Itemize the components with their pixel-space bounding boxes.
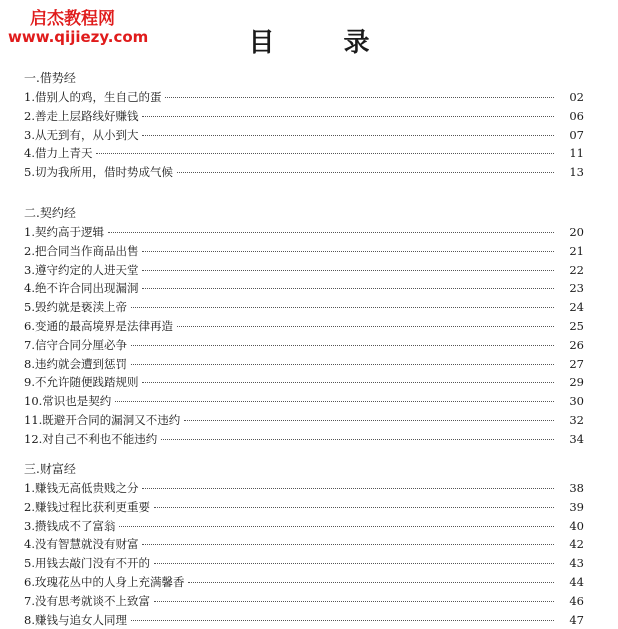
toc-entry-label: 3.遵守约定的人进天堂 <box>24 262 139 277</box>
toc-entry-label: 8.赚钱与追女人同理 <box>24 612 127 627</box>
toc-entry-page: 13 <box>569 165 584 180</box>
toc-entry-label: 2.善走上层路线好赚钱 <box>24 108 139 123</box>
section-title: 三.财富经 <box>24 462 76 476</box>
dot-leader <box>142 250 554 252</box>
toc-entry[interactable] <box>24 517 584 536</box>
toc-entry[interactable] <box>24 573 584 592</box>
toc-entry-label: 2.把合同当作商品出售 <box>24 243 139 258</box>
toc-entry-page: 07 <box>569 127 584 142</box>
toc-entry-page: 46 <box>569 593 584 608</box>
toc-entry-page: 32 <box>569 412 584 427</box>
toc-entry-page: 06 <box>569 108 584 123</box>
dot-leader <box>154 562 554 564</box>
toc-entry-page: 25 <box>569 318 584 333</box>
dot-leader <box>108 231 554 233</box>
toc-entry[interactable] <box>24 317 584 336</box>
dot-leader <box>161 438 554 440</box>
toc-entry-page: 34 <box>569 431 584 446</box>
toc-entry[interactable] <box>24 107 584 126</box>
toc-entry-page: 02 <box>569 90 584 104</box>
toc-entry-label: 2.赚钱过程比获利更重要 <box>24 499 150 514</box>
toc-entry[interactable] <box>24 336 584 355</box>
dot-leader <box>142 381 554 383</box>
dot-leader <box>165 96 554 98</box>
dot-leader <box>154 506 554 508</box>
toc-entry[interactable] <box>24 592 584 611</box>
toc-entry-page: 44 <box>569 574 584 589</box>
toc-entry[interactable] <box>24 261 584 280</box>
toc-entry-label: 12.对自己不利也不能违约 <box>24 431 158 446</box>
toc-entry-page: 30 <box>569 394 584 409</box>
toc-entry[interactable] <box>24 430 584 449</box>
toc-entry-label: 6.变通的最高境界是法律再造 <box>24 318 173 333</box>
toc-entry[interactable] <box>24 498 584 517</box>
dot-leader <box>142 134 554 136</box>
toc-entry-page: 11 <box>569 146 584 161</box>
toc-entry[interactable] <box>24 126 584 145</box>
toc-entry[interactable] <box>24 298 584 317</box>
toc-entry-label: 5.切为我所用，借时势成气候 <box>24 165 173 180</box>
dot-leader <box>119 525 554 527</box>
dot-leader <box>177 171 554 173</box>
toc-entry[interactable] <box>24 242 584 261</box>
toc-entry-label: 5.毁约就是亵渎上帝 <box>24 300 127 315</box>
toc-entry-label: 7.没有思考就谈不上致富 <box>24 593 150 608</box>
toc-entry-page: 20 <box>569 225 584 239</box>
toc-entry-label: 11.既避开合同的漏洞又不违约 <box>24 412 181 427</box>
toc-entry[interactable] <box>24 479 584 498</box>
toc-entry-label: 10.常识也是契约 <box>24 394 112 409</box>
dot-leader <box>142 287 554 289</box>
toc-entry-label: 4.绝不许合同出现漏洞 <box>24 281 139 296</box>
toc-entry-page: 22 <box>569 262 584 277</box>
toc-entry-page: 42 <box>569 537 584 552</box>
watermark-url: www.qijiezy.com <box>8 28 149 46</box>
toc-entry-page: 27 <box>569 356 584 371</box>
toc-entry[interactable] <box>24 535 584 554</box>
toc-entry[interactable] <box>24 163 584 182</box>
dot-leader <box>115 400 554 402</box>
dot-leader <box>131 344 554 346</box>
toc-entry[interactable] <box>24 611 584 629</box>
dot-leader <box>142 543 554 545</box>
toc-entry-page: 21 <box>569 243 584 258</box>
dot-leader <box>177 325 554 327</box>
dot-leader <box>142 269 554 271</box>
toc-entry-label: 1.契约高于逻辑 <box>24 225 104 239</box>
toc-section <box>24 70 584 182</box>
toc-entry-label: 4.没有智慧就没有财富 <box>24 537 139 552</box>
toc-entry-page: 29 <box>569 375 584 390</box>
dot-leader <box>142 487 554 489</box>
toc-section <box>24 205 584 449</box>
page-title: 目 录 <box>248 28 400 58</box>
toc-entry[interactable] <box>24 554 584 573</box>
toc-entry-label: 3.攒钱成不了富翁 <box>24 518 116 533</box>
section-title: 一.借势经 <box>24 71 76 85</box>
section-title: 二.契约经 <box>24 206 76 220</box>
toc-entry[interactable] <box>24 373 584 392</box>
dot-leader <box>142 115 554 117</box>
toc-entry-label: 1.赚钱无高低贵贱之分 <box>24 481 139 495</box>
toc-section <box>24 461 584 629</box>
toc-entry-page: 24 <box>569 300 584 315</box>
toc-entry-page: 47 <box>569 612 584 627</box>
toc-entry-page: 40 <box>569 518 584 533</box>
toc-entry-page: 23 <box>569 281 584 296</box>
toc-entry-label: 7.信守合同分厘必争 <box>24 337 127 352</box>
dot-leader <box>131 363 554 365</box>
toc-entry[interactable] <box>24 392 584 411</box>
toc-entry-label: 9.不允许随便践踏规则 <box>24 375 139 390</box>
toc-entry[interactable] <box>24 411 584 430</box>
toc-entry[interactable] <box>24 279 584 298</box>
dot-leader <box>96 152 554 154</box>
toc-entry-page: 39 <box>569 499 584 514</box>
dot-leader <box>184 419 554 421</box>
dot-leader <box>188 581 554 583</box>
dot-leader <box>154 600 554 602</box>
toc-entry[interactable] <box>24 88 584 107</box>
toc-entry-page: 43 <box>569 556 584 571</box>
toc-entry[interactable] <box>24 144 584 163</box>
toc-entry-label: 3.从无到有，从小到大 <box>24 127 139 142</box>
toc-entry[interactable] <box>24 355 584 374</box>
toc-entry[interactable] <box>24 223 584 242</box>
toc-entry-page: 26 <box>569 337 584 352</box>
toc-entry-page: 38 <box>569 481 584 495</box>
toc-entry-label: 6.玫瑰花丛中的人身上充满馨香 <box>24 574 185 589</box>
watermark-site-name: 启杰教程网 <box>30 9 115 29</box>
toc-entry-label: 1.借别人的鸡，生自己的蛋 <box>24 90 162 104</box>
dot-leader <box>131 306 554 308</box>
toc-entry-label: 8.违约就会遭到惩罚 <box>24 356 127 371</box>
dot-leader <box>131 619 554 621</box>
toc-entry-label: 5.用钱去敲门没有不开的 <box>24 556 150 571</box>
toc-entry-label: 4.借力上青天 <box>24 146 93 161</box>
